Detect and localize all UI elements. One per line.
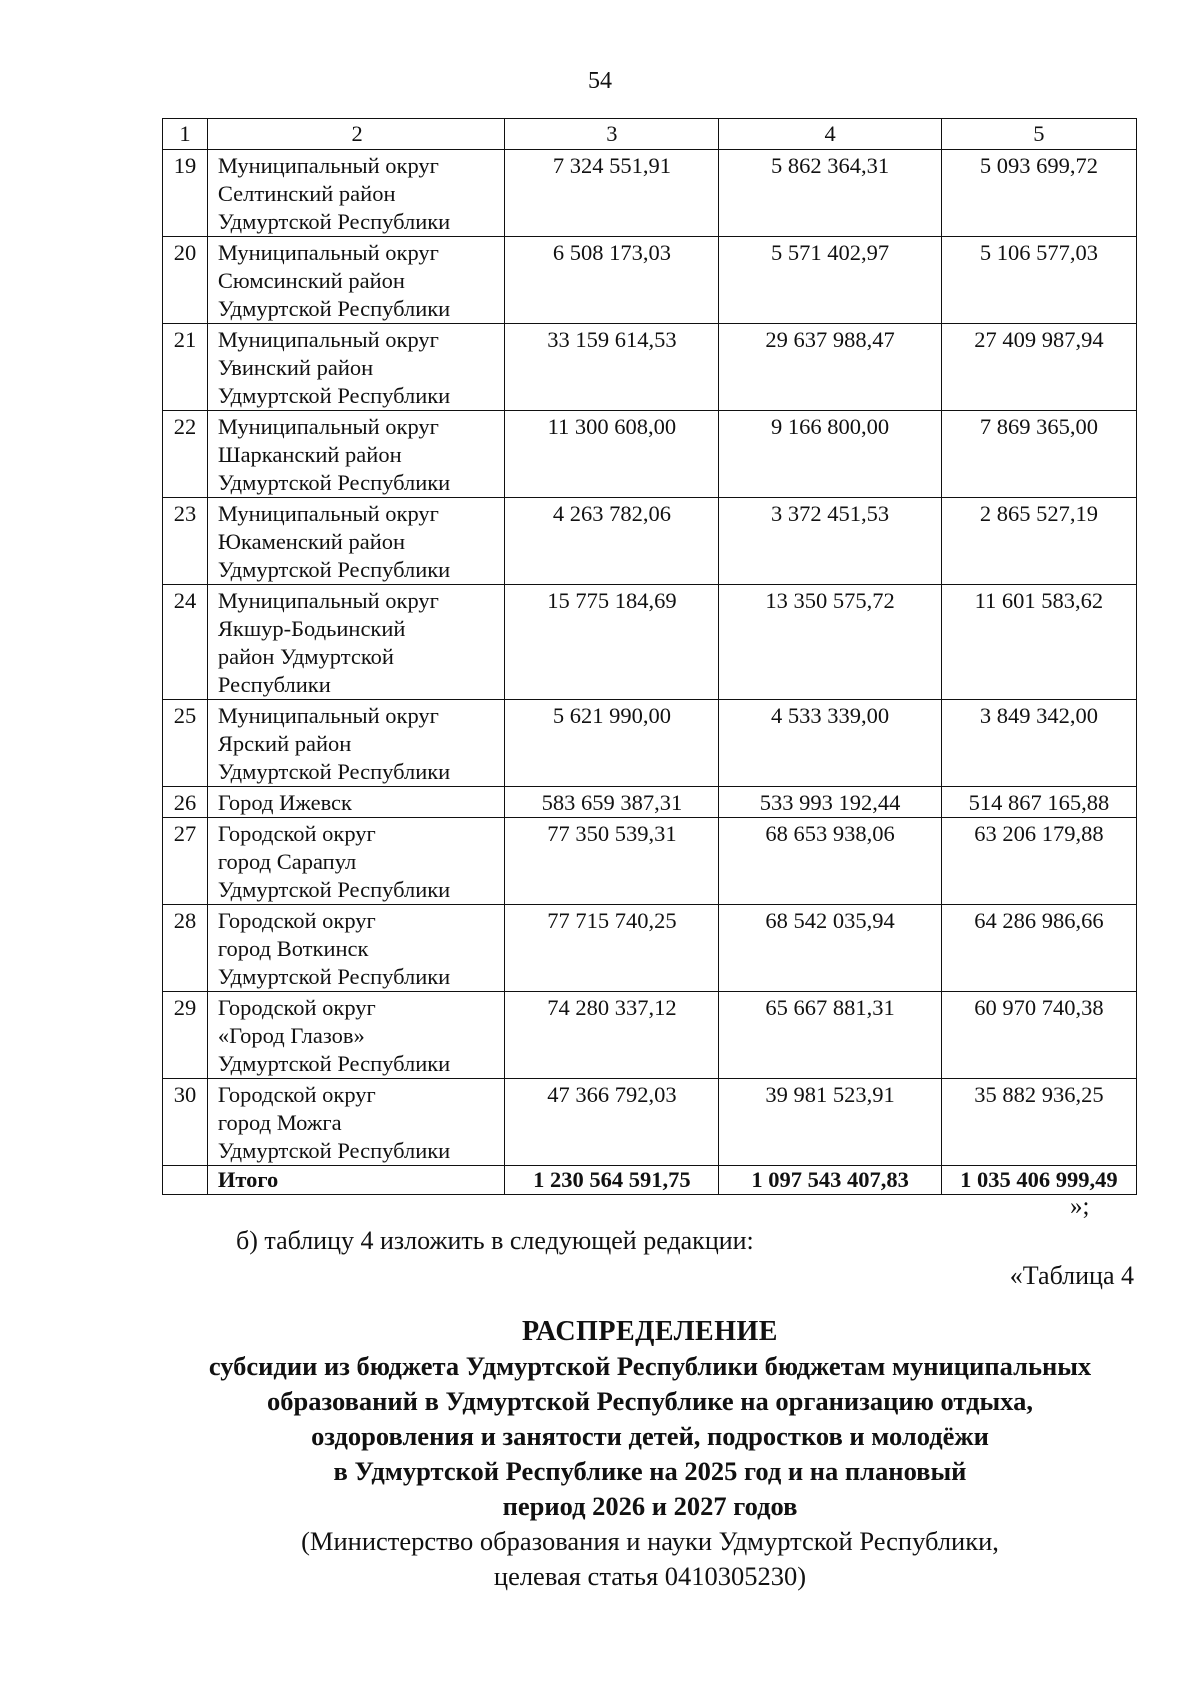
table-row (163, 700, 1137, 787)
municipality-name (207, 585, 505, 700)
municipality-name-line: Удмуртской Республики (217, 1138, 451, 1163)
total-empty-cell (163, 1166, 208, 1195)
heading-line: субсидии из бюджета Удмуртской Республики бюджетам муниципальных (208, 1351, 1092, 1381)
row-number: 30 (163, 1079, 208, 1166)
row-number: 28 (163, 905, 208, 992)
municipality-name-line: город Воткинск (217, 936, 369, 961)
row-number: 22 (163, 411, 208, 498)
municipality-name-line: Удмуртской Республики (217, 759, 451, 784)
amount-2027: 35 882 936,25 (941, 1079, 1136, 1166)
municipality-name (207, 787, 505, 818)
amount-2026: 533 993 192,44 (719, 787, 941, 818)
table-row (163, 585, 1137, 700)
municipality-name-line: Городской округ (217, 1082, 376, 1107)
heading-line: в Удмуртской Республике на 2025 год и на плановый (333, 1456, 967, 1486)
amount-2027: 5 106 577,03 (941, 237, 1136, 324)
row-number: 19 (163, 150, 208, 237)
municipality-name-line: Селтинский район (217, 181, 396, 206)
municipality-name (207, 150, 505, 237)
municipality-name-line: Шарканский район (217, 442, 402, 467)
municipality-name-line: Муниципальный округ (217, 414, 439, 439)
header-col-5: 5 (941, 119, 1136, 150)
heading-line: период 2026 и 2027 годов (502, 1491, 798, 1521)
municipality-name-line: Муниципальный округ (217, 327, 439, 352)
table-row (163, 237, 1137, 324)
amount-2026: 5 862 364,31 (719, 150, 941, 237)
amount-2025: 33 159 614,53 (505, 324, 719, 411)
amount-2025: 5 621 990,00 (505, 700, 719, 787)
municipality-name-line: Удмуртской Республики (217, 877, 451, 902)
municipality-name (207, 411, 505, 498)
amount-2027: 11 601 583,62 (941, 585, 1136, 700)
heading-title: РАСПРЕДЕЛЕНИЕ (522, 1316, 778, 1347)
table-row (163, 498, 1137, 585)
amount-2025: 4 263 782,06 (505, 498, 719, 585)
table-row (163, 992, 1137, 1079)
subsidy-table (162, 118, 1137, 1195)
amount-2026: 13 350 575,72 (719, 585, 941, 700)
header-col-3: 3 (505, 119, 719, 150)
table-row (163, 905, 1137, 992)
municipality-name (207, 700, 505, 787)
heading-subtitle-line: целевая статья 0410305230) (493, 1561, 807, 1591)
amount-2026: 9 166 800,00 (719, 411, 941, 498)
row-number: 25 (163, 700, 208, 787)
total-label: Итого (207, 1166, 505, 1195)
municipality-name-line: «Город Глазов» (217, 1023, 365, 1048)
amount-2027: 514 867 165,88 (941, 787, 1136, 818)
municipality-name (207, 1079, 505, 1166)
table-row (163, 411, 1137, 498)
municipality-name (207, 498, 505, 585)
total-2025: 1 230 564 591,75 (505, 1166, 719, 1195)
amount-2027: 64 286 986,66 (941, 905, 1136, 992)
municipality-name-line: Муниципальный округ (217, 153, 439, 178)
amount-2026: 3 372 451,53 (719, 498, 941, 585)
table-reference: «Таблица 4 (1009, 1261, 1134, 1290)
municipality-name-line: Якшур-Бодьинский (217, 616, 406, 641)
municipality-name (207, 237, 505, 324)
amount-2025: 15 775 184,69 (505, 585, 719, 700)
municipality-name-line: Удмуртской Республики (217, 209, 451, 234)
total-2027: 1 035 406 999,49 (941, 1166, 1136, 1195)
heading-subtitle (150, 1524, 1150, 1594)
amount-2026: 68 653 938,06 (719, 818, 941, 905)
municipality-name (207, 818, 505, 905)
municipality-name (207, 992, 505, 1079)
municipality-name-line: Ярский район (217, 731, 352, 756)
municipality-name (207, 324, 505, 411)
table-row (163, 818, 1137, 905)
amount-2027: 27 409 987,94 (941, 324, 1136, 411)
municipality-name-line: район Удмуртской (217, 644, 394, 669)
municipality-name-line: город Можга (217, 1110, 342, 1135)
amount-2025: 6 508 173,03 (505, 237, 719, 324)
closing-quote: »; (1070, 1193, 1090, 1220)
header-col-1: 1 (163, 119, 208, 150)
municipality-name-line: Удмуртской Республики (217, 557, 451, 582)
municipality-name-line: Муниципальный округ (217, 588, 439, 613)
amount-2026: 4 533 339,00 (719, 700, 941, 787)
municipality-name-line: Удмуртской Республики (217, 1051, 451, 1076)
municipality-name-line: Муниципальный округ (217, 240, 439, 265)
municipality-name-line: Удмуртской Республики (217, 964, 451, 989)
municipality-name-line: Республики (217, 672, 331, 697)
municipality-name-line: Удмуртской Республики (217, 296, 451, 321)
amount-2027: 3 849 342,00 (941, 700, 1136, 787)
instruction-text: б) таблицу 4 изложить в следующей редакции: (236, 1226, 754, 1255)
municipality-name-line: Городской округ (217, 821, 376, 846)
header-col-2: 2 (207, 119, 505, 150)
amount-2027: 7 869 365,00 (941, 411, 1136, 498)
amount-2025: 74 280 337,12 (505, 992, 719, 1079)
amount-2026: 65 667 881,31 (719, 992, 941, 1079)
row-number: 20 (163, 237, 208, 324)
row-number: 23 (163, 498, 208, 585)
amount-2027: 60 970 740,38 (941, 992, 1136, 1079)
municipality-name-line: Увинский район (217, 355, 374, 380)
row-number: 26 (163, 787, 208, 818)
municipality-name-line: Юкаменский район (217, 529, 406, 554)
distribution-heading (150, 1314, 1150, 1594)
municipality-name-line: Удмуртской Республики (217, 470, 451, 495)
municipality-name-line: Удмуртской Республики (217, 383, 451, 408)
heading-body (150, 1349, 1150, 1524)
amount-2025: 11 300 608,00 (505, 411, 719, 498)
row-number: 24 (163, 585, 208, 700)
table-row (163, 787, 1137, 818)
amount-2026: 5 571 402,97 (719, 237, 941, 324)
table-row (163, 1079, 1137, 1166)
amount-2025: 583 659 387,31 (505, 787, 719, 818)
amount-2027: 2 865 527,19 (941, 498, 1136, 585)
municipality-name-line: Муниципальный округ (217, 501, 439, 526)
amount-2026: 68 542 035,94 (719, 905, 941, 992)
municipality-name-line: Городской округ (217, 908, 376, 933)
page-number: 54 (588, 68, 612, 94)
row-number: 29 (163, 992, 208, 1079)
municipality-name-line: Сюмсинский район (217, 268, 405, 293)
row-number: 21 (163, 324, 208, 411)
total-row (163, 1166, 1137, 1195)
amount-2027: 5 093 699,72 (941, 150, 1136, 237)
amount-2027: 63 206 179,88 (941, 818, 1136, 905)
municipality-name-line: город Сарапул (217, 849, 357, 874)
header-col-4: 4 (719, 119, 941, 150)
municipality-name (207, 905, 505, 992)
table-header-row (163, 119, 1137, 150)
total-2026: 1 097 543 407,83 (719, 1166, 941, 1195)
amount-2025: 77 715 740,25 (505, 905, 719, 992)
heading-line: образований в Удмуртской Республике на организацию отдыха, (267, 1386, 1033, 1416)
row-number: 27 (163, 818, 208, 905)
heading-line: оздоровления и занятости детей, подростков и молодёжи (311, 1421, 989, 1451)
municipality-name-line: Город Ижевск (217, 790, 352, 815)
amount-2025: 77 350 539,31 (505, 818, 719, 905)
table-row (163, 324, 1137, 411)
heading-subtitle-line: (Министерство образования и науки Удмуртской Республики, (301, 1526, 999, 1556)
municipality-name-line: Городской округ (217, 995, 376, 1020)
amount-2026: 39 981 523,91 (719, 1079, 941, 1166)
municipality-name-line: Муниципальный округ (217, 703, 439, 728)
amount-2026: 29 637 988,47 (719, 324, 941, 411)
amount-2025: 7 324 551,91 (505, 150, 719, 237)
table-row (163, 150, 1137, 237)
amount-2025: 47 366 792,03 (505, 1079, 719, 1166)
